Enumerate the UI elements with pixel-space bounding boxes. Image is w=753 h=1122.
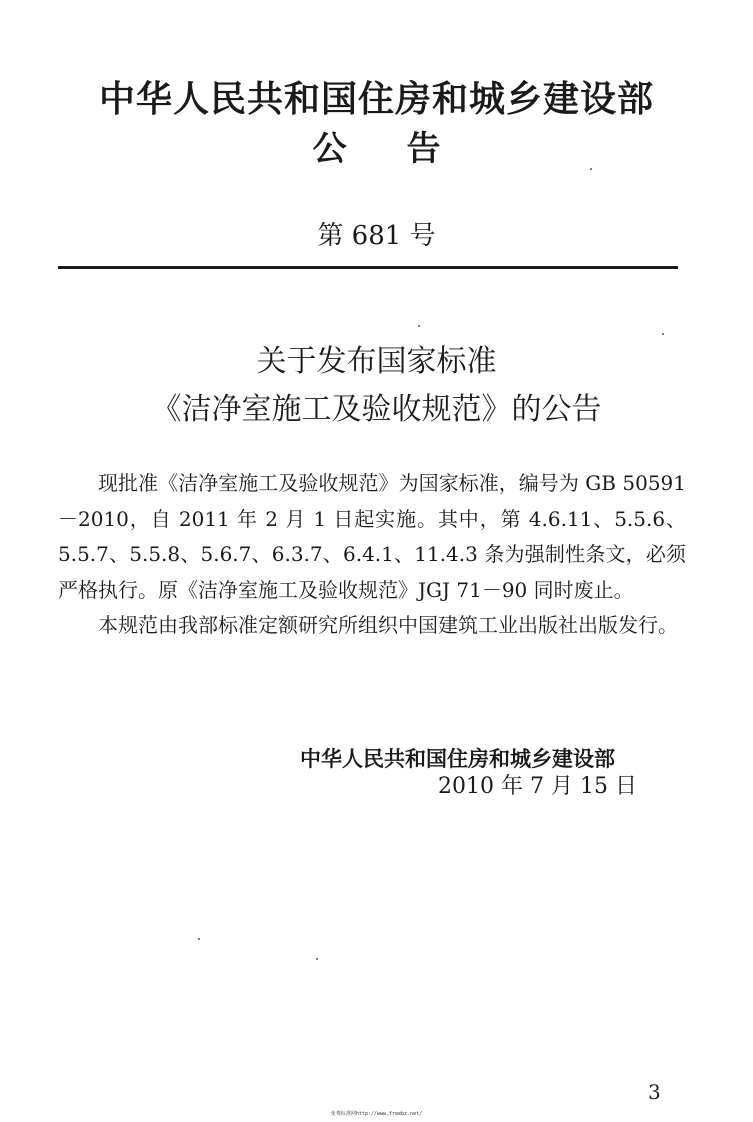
footer-watermark-note: 免费标准网http://www.freebz.net/ xyxy=(330,1111,423,1117)
body-paragraph: 本规范由我部标准定额研究所组织中国建筑工业出版社出版发行。 xyxy=(98,613,678,637)
notice-body xyxy=(58,466,686,644)
notice-title-line-1: 关于发布国家标准 xyxy=(256,344,497,379)
document-type-label: 公告 xyxy=(312,129,501,169)
scan-speck xyxy=(198,938,200,940)
scan-speck xyxy=(662,333,664,335)
scan-speck xyxy=(590,168,592,170)
issue-date: 2010 年 7 月 15 日 xyxy=(438,774,637,799)
scan-speck xyxy=(316,958,318,960)
document-number: 第 681 号 xyxy=(317,221,436,251)
header-divider xyxy=(58,266,678,269)
scan-speck xyxy=(418,325,420,327)
issuing-organization-title: 中华人民共和国住房和城乡建设部 xyxy=(98,79,654,120)
body-paragraph: 现批准《洁净室施工及验收规范》为国家标准，编号为 GB 50591－2010，自 2011 年 2 月 1 日起实施。其中，第 4.6.11、5.5.6、5.5.7、5.5.8、5.6.7、6.3.7、6.4.1、11.4.3 条为强制性条文，必须严格执行。原《洁净室施工及验收规范》JGJ 71－90 同时废止。 xyxy=(58,471,686,602)
page-number: 3 xyxy=(648,1080,661,1104)
issuer-signature: 中华人民共和国住房和城乡建设部 xyxy=(300,747,615,771)
notice-title-line-2: 《洁净室施工及验收规范》的公告 xyxy=(151,392,602,427)
